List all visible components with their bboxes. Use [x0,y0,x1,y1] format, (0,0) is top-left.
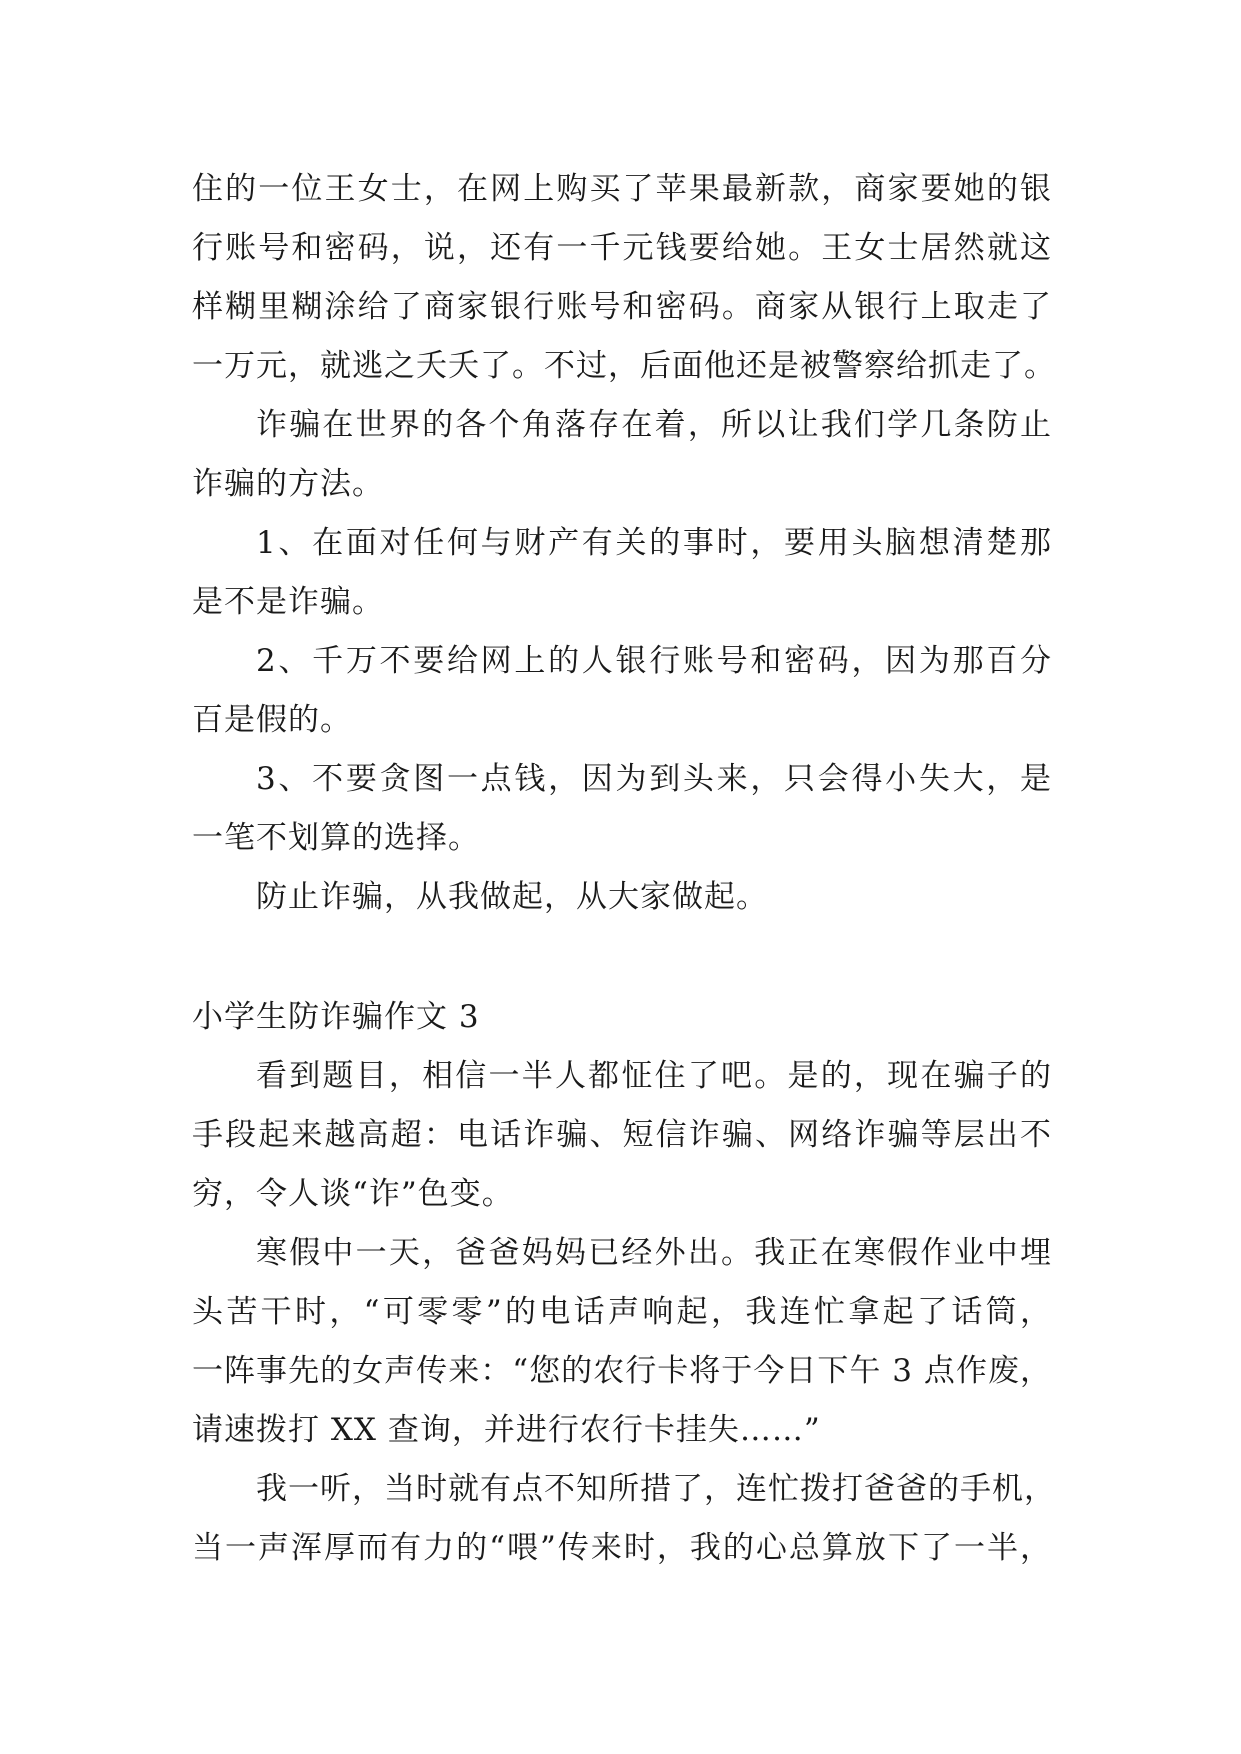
list-item-3: 3、不要贪图一点钱，因为到头来，只会得小失大，是 [256,761,1052,797]
document-page [192,160,1056,1578]
paragraph-line: 我一听，当时就有点不知所措了，连忙拨打爸爸的手机， [256,1471,1056,1507]
paragraph-line: 一阵事先的女声传来：“您的农行卡将于今日下午 3 点作废， [192,1353,1052,1389]
paragraph-line: 寒假中一天，爸爸妈妈已经外出。我正在寒假作业中埋 [256,1235,1052,1271]
section-heading: 小学生防诈骗作文 3 [192,999,480,1035]
paragraph-line: 是不是诈骗。 [192,584,384,620]
paragraph-line: 住的一位王女士，在网上购买了苹果最新款，商家要她的银 [192,171,1052,207]
paragraph-line: 样糊里糊涂给了商家银行账号和密码。商家从银行上取走了 [192,289,1052,325]
paragraph-line: 头苦干时，“可零零”的电话声响起，我连忙拿起了话筒， [192,1294,1052,1330]
paragraph-line: 看到题目，相信一半人都怔住了吧。是的，现在骗子的 [256,1058,1052,1094]
list-item-1: 1、在面对任何与财产有关的事时，要用头脑想清楚那 [256,525,1052,561]
paragraph-line: 手段起来越高超：电话诈骗、短信诈骗、网络诈骗等层出不 [192,1117,1052,1153]
paragraph-line: 防止诈骗，从我做起，从大家做起。 [256,879,768,915]
paragraph-line: 百是假的。 [192,702,352,738]
paragraph-line: 一笔不划算的选择。 [192,820,480,856]
list-item-2: 2、千万不要给网上的人银行账号和密码，因为那百分 [256,643,1052,679]
paragraph-line: 诈骗的方法。 [192,466,384,502]
paragraph-line: 诈骗在世界的各个角落存在着，所以让我们学几条防止 [256,407,1052,443]
paragraph-line: 一万元，就逃之夭夭了。不过，后面他还是被警察给抓走了。 [192,348,1056,384]
paragraph-line: 当一声浑厚而有力的“喂”传来时，我的心总算放下了一半， [192,1530,1052,1566]
paragraph-line: 请速拨打 XX 查询，并进行农行卡挂失……” [192,1412,821,1448]
paragraph-line: 穷，令人谈“诈”色变。 [192,1176,514,1212]
paragraph-line: 行账号和密码，说，还有一千元钱要给她。王女士居然就这 [192,230,1052,266]
